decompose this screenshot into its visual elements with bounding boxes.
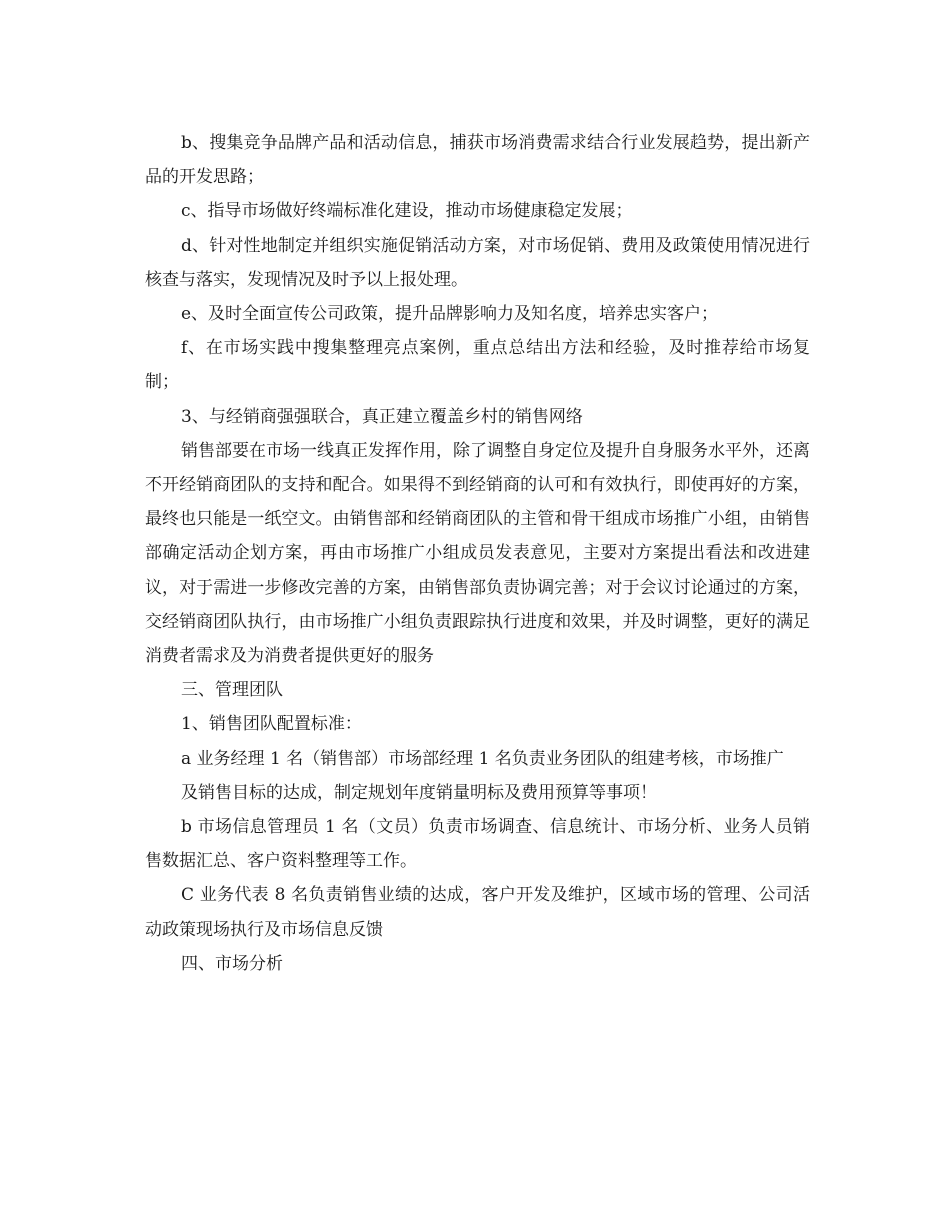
paragraph-item-e: e、及时全面宣传公司政策，提升品牌影响力及知名度，培养忠实客户； — [181, 304, 719, 325]
section-heading-3: 3、与经销商强强联合，真正建立覆盖乡村的销售网络 — [181, 406, 583, 427]
document-body — [145, 126, 810, 981]
paragraph-item-c: c、指导市场做好终端标准化建设，推动市场健康稳定发展； — [181, 201, 633, 222]
paragraph-sales-dept: 销售部要在市场一线真正发挥作用，除了调整自身定位及提升自身服务水平外，还离不开经销商团队的支持和配合。如果得不到经销商的认可和有效执行，即使再好的方案，最终也只能是一纸空文。由销售部和经销商团队的主管和骨干组成市场推广小组，由销售部确定活动企划方案，再由市场推广小组成员发表意见，主要对方案提出看法和改进建议，对于需进一步修改完善的方案，由销售部负责协调完善；对于会议讨论通过的方案，交经销商团队执行，由市场推广小组负责跟踪执行进度和效果，并及时调整，更好的满足消费者需求及为消费者提供更好的服务 — [145, 440, 810, 667]
section-heading-market-analysis: 四、市场分析 — [181, 953, 283, 974]
section-heading-team-config: 1、销售团队配置标准： — [181, 714, 362, 735]
paragraph-item-a: a 业务经理 1 名（销售部）市场部经理 1 名负责业务团队的组建考核，市场推广 — [181, 748, 784, 769]
paragraph-item-f: f、在市场实践中搜集整理亮点案例，重点总结出方法和经验，及时推荐给市场复制； — [145, 338, 810, 393]
paragraph-item-c-sales-rep: C 业务代表 8 名负责销售业绩的达成，客户开发及维护，区域市场的管理、公司活动政策现场执行及市场信息反馈 — [145, 885, 810, 940]
section-heading-management-team: 三、管理团队 — [181, 680, 283, 701]
paragraph-item-d: d、针对性地制定并组织实施促销活动方案，对市场促销、费用及政策使用情况进行核查与落实，发现情况及时予以上报处理。 — [145, 235, 810, 290]
paragraph-item-a-continued: 及销售目标的达成，制定规划年度销量明标及费用预算等事项！ — [181, 782, 657, 803]
paragraph-item-b: b、搜集竞争品牌产品和活动信息，捕获市场消费需求结合行业发展趋势，提出新产品的开发思路； — [145, 133, 810, 188]
paragraph-item-b-info-admin: b 市场信息管理员 1 名（文员）负责市场调查、信息统计、市场分析、业务人员销售数据汇总、客户资料整理等工作。 — [145, 817, 810, 872]
